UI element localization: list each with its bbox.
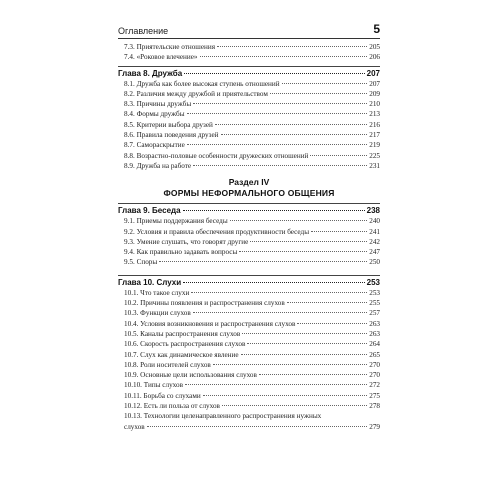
toc-entry-page: 279	[369, 422, 380, 431]
toc-entry-page: 263	[369, 329, 380, 338]
toc-entry-wrap	[124, 411, 380, 432]
toc-entry-title-line1: 10.13. Технологии целенаправленного распространения нужных	[124, 412, 322, 421]
chapter-title: Глава 9. Беседа	[118, 206, 181, 216]
toc-entry[interactable]	[118, 120, 380, 130]
toc-page	[118, 22, 380, 432]
toc-entry[interactable]	[118, 79, 380, 89]
section-title: ФОРМЫ НЕФОРМАЛЬНОГО ОБЩЕНИЯ	[163, 188, 335, 199]
toc-entry-title: 8.2. Различия между дружбой и приятельством	[124, 89, 268, 98]
toc-entry-page: 217	[369, 131, 380, 140]
dot-leader	[191, 292, 367, 293]
toc-entry-page: 247	[369, 248, 380, 257]
toc-entry-page: 264	[369, 340, 380, 349]
toc-entry-title: 10.12. Есть ли польза от слухов	[124, 402, 220, 411]
dot-leader	[183, 282, 364, 283]
dot-leader	[187, 113, 368, 114]
dot-leader	[183, 210, 365, 211]
dot-leader	[222, 405, 367, 406]
dot-leader	[221, 134, 368, 135]
toc-entry-page: 216	[369, 120, 380, 129]
toc-chapter-9-items	[118, 216, 380, 267]
toc-entry-title: 10.4. Условия возникновения и распространения слухов	[124, 319, 296, 328]
dot-leader	[184, 73, 365, 74]
toc-entry-page: 231	[369, 161, 380, 170]
toc-entry-page: 241	[369, 227, 380, 236]
toc-entry[interactable]	[118, 89, 380, 99]
dot-leader	[200, 56, 368, 57]
toc-entry-page: 242	[369, 237, 380, 246]
toc-chapter-8-items	[118, 79, 380, 172]
toc-entry[interactable]	[118, 161, 380, 171]
toc-entry-page: 205	[369, 43, 380, 51]
toc-entry[interactable]	[118, 99, 380, 109]
dot-leader	[247, 343, 367, 344]
toc-entry-title: 9.3. Умение слушать, что говорят другие	[124, 237, 249, 246]
toc-entry[interactable]	[118, 227, 380, 237]
toc-chapter-10[interactable]	[118, 277, 380, 288]
dot-leader	[242, 333, 367, 334]
toc-entry[interactable]	[118, 411, 380, 432]
toc-entry-page: 240	[369, 217, 380, 226]
toc-entry[interactable]	[118, 247, 380, 257]
toc-entry-page: 210	[369, 100, 380, 109]
toc-entry[interactable]	[118, 237, 380, 247]
dot-leader	[239, 251, 367, 252]
dot-leader	[215, 124, 367, 125]
dot-leader	[250, 241, 367, 242]
running-head-title: Оглавление	[118, 26, 169, 36]
toc-entry-page: 270	[369, 371, 380, 380]
dot-leader	[203, 395, 367, 396]
toc-entry[interactable]	[118, 319, 380, 329]
toc-entry-page: 207	[369, 79, 380, 88]
toc-entry[interactable]	[118, 339, 380, 349]
dot-leader	[193, 312, 367, 313]
toc-entry[interactable]	[118, 329, 380, 339]
toc-entry-page: 272	[369, 381, 380, 390]
toc-entry-page: 270	[369, 360, 380, 369]
toc-top-items	[118, 42, 380, 63]
toc-entry-page: 250	[369, 258, 380, 267]
toc-entry[interactable]	[118, 151, 380, 161]
toc-entry-title: 7.4. «Роковое влечение»	[124, 53, 198, 62]
toc-entry-title: 9.4. Как правильно задавать вопросы	[124, 248, 238, 257]
dot-leader	[270, 93, 367, 94]
dot-leader	[230, 220, 368, 221]
toc-entry[interactable]	[118, 109, 380, 119]
toc-chapter-10-items	[118, 288, 380, 412]
toc-entry-title: 10.5. Каналы распространения слухов	[124, 329, 241, 338]
dot-leader	[187, 144, 367, 145]
chapter-page: 238	[366, 206, 380, 216]
toc-entry-title: 8.9. Дружба на работе	[124, 161, 192, 170]
toc-entry[interactable]	[118, 370, 380, 380]
toc-entry-page: 206	[369, 53, 380, 62]
dot-leader	[217, 46, 367, 47]
toc-entry[interactable]	[118, 216, 380, 226]
toc-entry-page: 209	[369, 89, 380, 98]
toc-entry-title: 8.8. Возрастно-половые особенности дружеских отношений	[124, 151, 309, 160]
toc-entry-title: 8.1. Дружба как более высокая ступень отношений	[124, 79, 280, 88]
toc-entry-title: 10.1. Что такое слухи	[124, 288, 190, 297]
toc-entry[interactable]	[118, 401, 380, 411]
toc-entry-page: 263	[369, 319, 380, 328]
dot-leader	[297, 323, 367, 324]
section-label: Раздел IV	[228, 177, 270, 188]
toc-entry-title: 10.3. Функции слухов	[124, 309, 191, 318]
toc-entry-title: 8.5. Критерии выбора друзей	[124, 120, 213, 129]
dot-leader	[282, 83, 368, 84]
toc-entry-title: 9.5. Споры	[124, 258, 158, 267]
toc-entry-page: 265	[369, 350, 380, 359]
toc-entry[interactable]	[118, 360, 380, 370]
toc-entry-title: 8.3. Причины дружбы	[124, 100, 192, 109]
dot-leader	[193, 103, 367, 104]
page-number: 5	[373, 22, 380, 36]
toc-entry[interactable]	[118, 42, 380, 52]
toc-entry-title: 10.8. Роли носителей слухов	[124, 360, 211, 369]
toc-entry[interactable]	[118, 130, 380, 140]
toc-entry-page: 225	[369, 151, 380, 160]
chapter-divider	[118, 275, 380, 276]
dot-leader	[147, 426, 368, 427]
toc-entry-title: 8.4. Формы дружбы	[124, 110, 185, 119]
toc-entry-page: 278	[369, 402, 380, 411]
section-heading	[118, 177, 380, 199]
toc-entry-title: 7.3. Приятельские отношения	[124, 43, 216, 51]
toc-entry-title: 10.11. Борьба со слухами	[124, 391, 201, 400]
toc-entry[interactable]	[118, 52, 380, 62]
toc-entry-page: 213	[369, 110, 380, 119]
toc-chapter-8[interactable]	[118, 68, 380, 79]
chapter-page: 253	[366, 277, 380, 287]
dot-leader	[259, 374, 367, 375]
toc-entry-title: 10.6. Скорость распространения слухов	[124, 340, 246, 349]
toc-entry-title: 8.6. Правила поведения друзей	[124, 131, 219, 140]
toc-entry-title: 10.7. Слух как динамическое явление	[124, 350, 239, 359]
toc-entry-title: 8.7. Самораскрытие	[124, 141, 185, 150]
toc-entry[interactable]	[118, 350, 380, 360]
toc-entry[interactable]	[118, 288, 380, 298]
toc-entry[interactable]	[118, 257, 380, 267]
toc-entry[interactable]	[118, 140, 380, 150]
dot-leader	[185, 384, 367, 385]
dot-leader	[193, 165, 367, 166]
chapter-title: Глава 8. Дружба	[118, 68, 183, 78]
toc-entry-title: 9.1. Приемы поддержания беседы	[124, 217, 228, 226]
toc-entry[interactable]	[118, 380, 380, 390]
toc-entry[interactable]	[118, 391, 380, 401]
chapter-title: Глава 10. Слухи	[118, 277, 182, 287]
toc-entry[interactable]	[118, 308, 380, 318]
chapter-divider	[118, 203, 380, 204]
dot-leader	[241, 354, 368, 355]
chapter-page: 207	[366, 68, 380, 78]
dot-leader	[213, 364, 367, 365]
chapter-divider	[118, 66, 380, 67]
toc-entry-title-line2: слухов	[124, 422, 145, 431]
toc-entry-title: 10.10. Типы слухов	[124, 381, 183, 390]
toc-entry-line2	[124, 422, 380, 432]
toc-entry-title: 10.9. Основные цели использования слухов	[124, 371, 257, 380]
toc-entry-page: 219	[369, 141, 380, 150]
dot-leader	[311, 231, 367, 232]
toc-entry-page: 255	[369, 299, 380, 308]
dot-leader	[287, 302, 367, 303]
toc-entry[interactable]	[118, 298, 380, 308]
toc-entry-title: 9.2. Условия и правила обеспечения продуктивности беседы	[124, 227, 310, 236]
dot-leader	[310, 155, 367, 156]
running-head	[118, 22, 380, 39]
toc-chapter-9[interactable]	[118, 205, 380, 216]
dot-leader	[159, 261, 367, 262]
toc-entry-page: 275	[369, 391, 380, 400]
toc-entry-page: 257	[369, 309, 380, 318]
toc-entry-title: 10.2. Причины появления и распространения слухов	[124, 299, 285, 308]
toc-entry-page: 253	[369, 288, 380, 297]
